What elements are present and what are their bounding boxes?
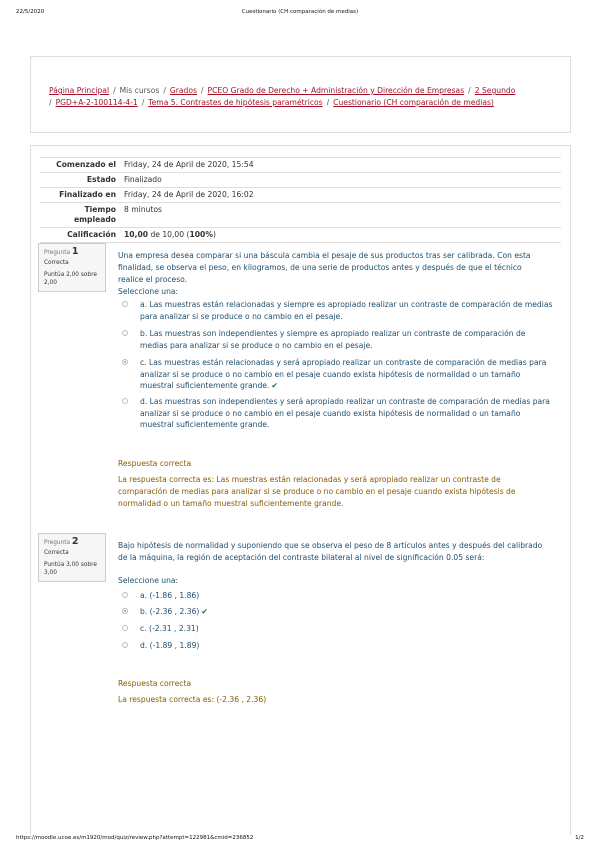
- breadcrumb-degree[interactable]: PCEO Grado de Derecho + Administración y Dirección de Empresas: [207, 86, 465, 95]
- print-title: Cuestionario (CH comparación de medias): [241, 9, 359, 15]
- breadcrumb-course[interactable]: PGD+A-2-100114-4-1: [55, 98, 138, 107]
- answer-option-c[interactable]: c. (-2.31 , 2.31): [118, 623, 554, 635]
- answer-option-d[interactable]: d. (-1.89 , 1.89): [118, 640, 554, 652]
- breadcrumb-home[interactable]: Página Principal: [49, 86, 110, 95]
- answer-option-a[interactable]: a. Las muestras están relacionadas y siempre es apropiado realizar un contraste de comparación de medias para analizar si se produce o no cambio en el pesaje.: [118, 299, 554, 322]
- question-grade: Puntúa 2,00 sobre 2,00: [44, 272, 97, 286]
- summary-label: Estado: [40, 173, 120, 188]
- answer-option-d[interactable]: d. Las muestras son independientes y será apropiado realizar un contraste de comparación de medias para analizar si se produce o no cambio en el pesaje cuando exista hipótesis de normalidad o un tamaño muestral suficientemente grande.: [118, 396, 554, 431]
- correct-check-icon: ✔: [271, 381, 278, 390]
- summary-label: Calificación: [40, 228, 120, 243]
- summary-label: Comenzado el: [40, 158, 120, 173]
- breadcrumb-grados[interactable]: Grados: [169, 86, 197, 95]
- question-number: 1: [71, 246, 79, 257]
- question-label: Pregunta: [44, 250, 71, 256]
- radio-button[interactable]: [122, 642, 128, 648]
- summary-value: Friday, 24 de April de 2020, 15:54: [120, 158, 561, 173]
- summary-value: Finalizado: [120, 173, 561, 188]
- feedback-correct-answer: La respuesta correcta es: Las muestras están relacionadas y será apropiado realizar un contraste de comparación de medias para analizar si se produce o no cambio en el pesaje cuando exista hipótesis de normalidad o un tamaño muestral suficientemente grande.: [118, 475, 516, 508]
- breadcrumb-panel: [30, 56, 571, 133]
- question-info-1: [38, 243, 106, 292]
- breadcrumb-topic[interactable]: Tema 5. Contrastes de hipótesis paramétricos: [148, 98, 323, 107]
- feedback-correct-answer: La respuesta correcta es: (-2.36 , 2.36): [118, 695, 267, 704]
- summary-row-state: [40, 173, 561, 188]
- question-status: Correcta: [44, 260, 69, 266]
- summary-row-time: [40, 203, 561, 228]
- radio-button[interactable]: [122, 625, 128, 631]
- print-page-number: 1/2: [575, 835, 584, 841]
- question-text: Bajo hipótesis de normalidad y suponiendo que se observa el peso de 8 artículos antes y después del calibrado de la máquina, la región de aceptación del contraste bilateral al nivel de significación 0.05 será:: [118, 541, 543, 562]
- summary-label: Tiempo empleado: [40, 203, 120, 228]
- correct-check-icon: ✔: [201, 607, 208, 616]
- question-grade: Puntúa 3,00 sobre 3,00: [44, 562, 97, 576]
- summary-value: Friday, 24 de April de 2020, 16:02: [120, 188, 561, 203]
- radio-button[interactable]: [122, 330, 128, 336]
- summary-label: Finalizado en: [40, 188, 120, 203]
- breadcrumb-quiz[interactable]: Cuestionario (CH comparación de medias): [333, 98, 494, 107]
- answer-option-c[interactable]: c. Las muestras están relacionadas y será apropiado realizar un contraste de comparación de medias para analizar si se produce o no cambio en el pesaje cuando exista hipótesis de normalidad o un tamaño muestral suficientemente grande. ✔: [118, 357, 554, 392]
- summary-row-finished: [40, 188, 561, 203]
- summary-value: 8 minutos: [120, 203, 561, 228]
- select-one-label: Seleccione una:: [118, 576, 179, 585]
- summary-row-grade: [40, 228, 561, 243]
- radio-button-selected[interactable]: [122, 359, 128, 365]
- attempt-summary-table: [40, 157, 561, 243]
- question-info-2: [38, 533, 106, 582]
- radio-button[interactable]: [122, 592, 128, 598]
- question-label: Pregunta: [44, 540, 71, 546]
- question-text: Una empresa desea comparar si una báscula cambia el pesaje de sus productos tras ser calibrada. Con esta finalidad, se observa el peso, en kilogramos, de una serie de productos antes y después de que el técnico realice el proceso.: [118, 251, 531, 284]
- select-one-label: Seleccione una:: [118, 287, 179, 296]
- answer-option-a[interactable]: a. (-1.86 , 1.86): [118, 590, 554, 602]
- radio-button-selected[interactable]: [122, 608, 128, 614]
- feedback-title: Respuesta correcta: [118, 459, 192, 468]
- breadcrumb-my-courses: Mis cursos: [119, 86, 160, 95]
- breadcrumb: Página Principal / Mis cursos / Grados / PCEO Grado de Derecho + Administración y Dirección de Empresas / 2 Segundo / PGD+A-2-100114-4-1 / Tema 5. Contrastes de hipótesis paramétricos / Cuestionario (CH comparación de medias): [49, 86, 516, 107]
- breadcrumb-year[interactable]: 2 Segundo: [474, 86, 516, 95]
- summary-row-started: [40, 158, 561, 173]
- print-date: 22/5/2020: [16, 9, 45, 15]
- answer-option-b[interactable]: b. (-2.36 , 2.36) ✔: [118, 606, 554, 618]
- summary-value: 10,00 de 10,00 (100%): [120, 228, 561, 243]
- radio-button[interactable]: [122, 398, 128, 404]
- feedback-title: Respuesta correcta: [118, 679, 192, 688]
- question-status: Correcta: [44, 550, 69, 556]
- question-number: 2: [71, 536, 79, 547]
- print-url: https://moodle.ucoe.es/m1920/mod/quiz/review.php?attempt=122981&cmid=236852: [16, 835, 254, 841]
- answer-option-b[interactable]: b. Las muestras son independientes y siempre es apropiado realizar un contraste de comparación de medias para analizar si se produce o no cambio en el pesaje.: [118, 328, 554, 351]
- radio-button[interactable]: [122, 301, 128, 307]
